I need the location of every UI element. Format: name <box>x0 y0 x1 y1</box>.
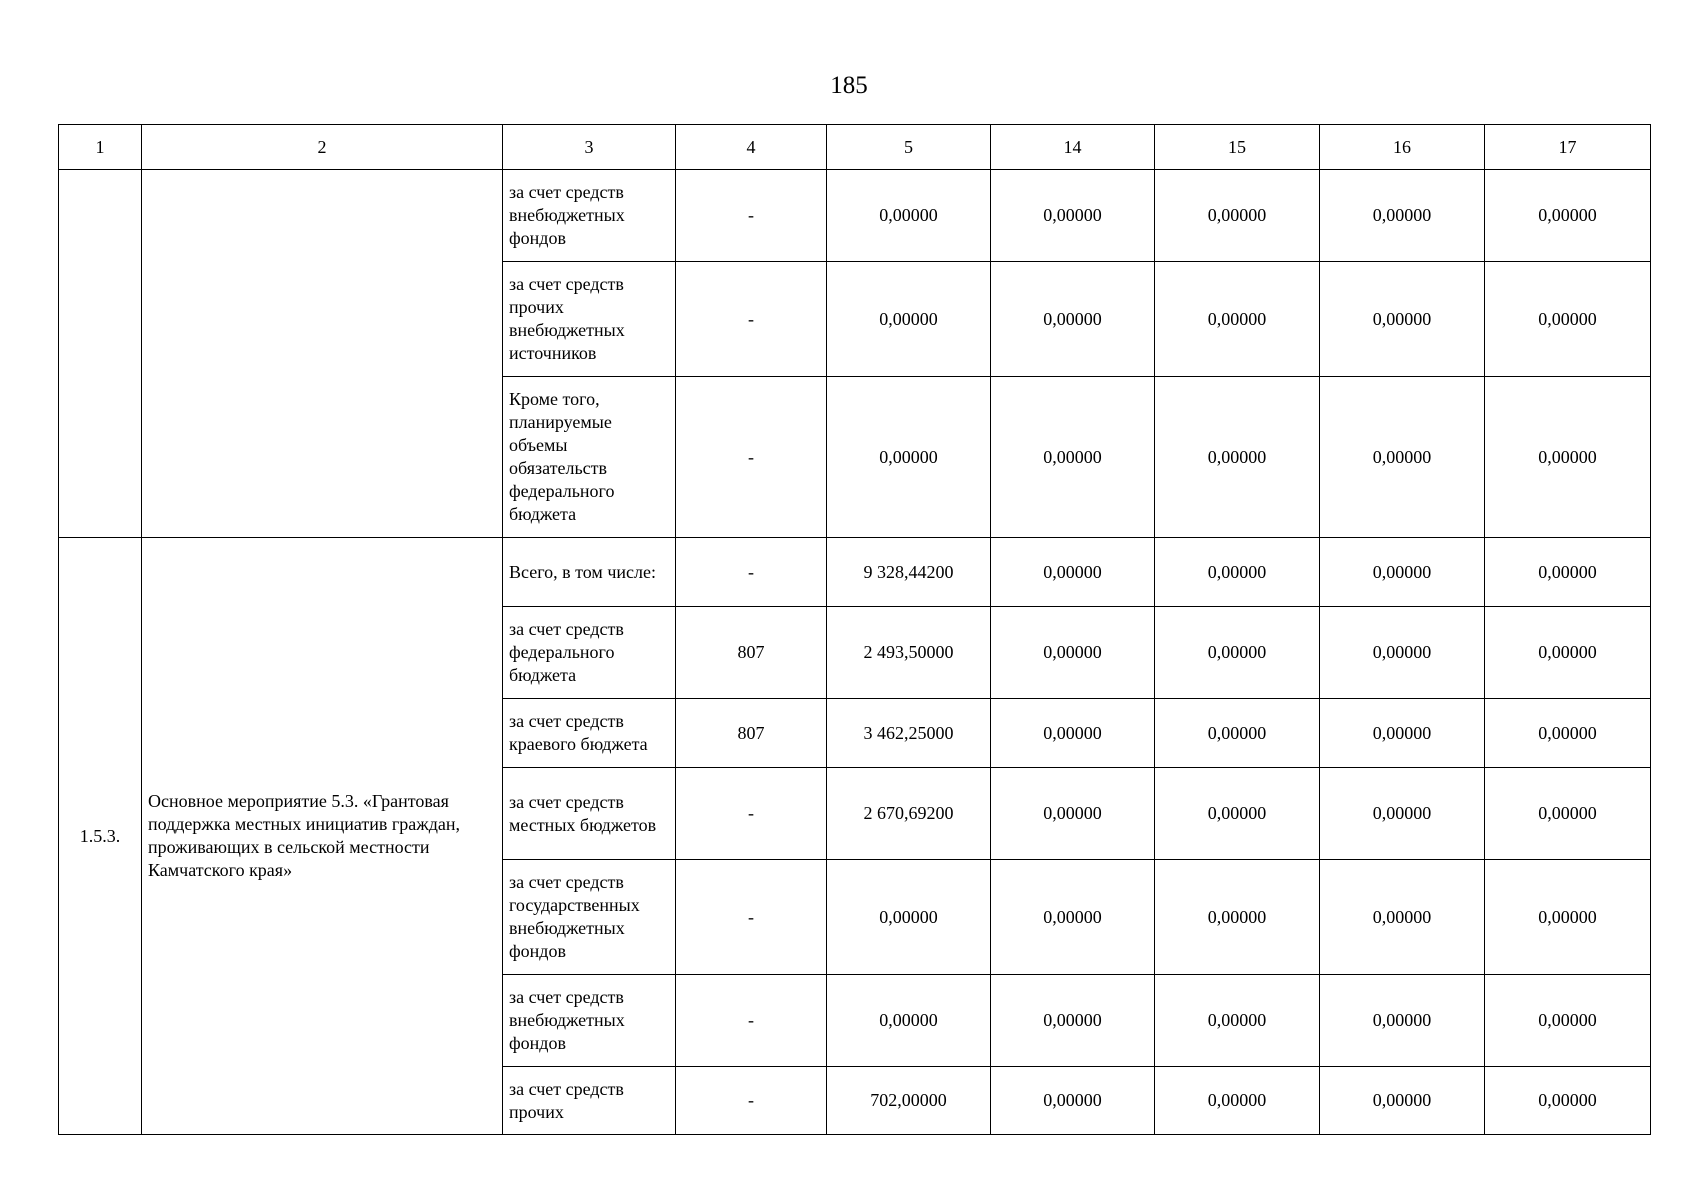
value-cell: 0,00000 <box>991 975 1155 1067</box>
header-cell: 3 <box>503 125 676 170</box>
header-row <box>59 125 1651 170</box>
value-cell: 0,00000 <box>991 768 1155 860</box>
table-row <box>59 170 1651 262</box>
header-cell: 16 <box>1320 125 1485 170</box>
value-cell: 0,00000 <box>1485 699 1651 768</box>
source-cell: за счет средств внебюджетных фондов <box>503 975 676 1067</box>
value-cell: 0,00000 <box>1155 1067 1320 1135</box>
empty-number-cell <box>59 170 142 538</box>
value-cell: 0,00000 <box>827 170 991 262</box>
source-cell: за счет средств внебюджетных фондов <box>503 170 676 262</box>
value-cell: 0,00000 <box>1485 607 1651 699</box>
header-cell: 4 <box>676 125 827 170</box>
value-cell: 0,00000 <box>1320 768 1485 860</box>
value-cell: 0,00000 <box>991 1067 1155 1135</box>
value-cell: 0,00000 <box>991 170 1155 262</box>
code-cell: - <box>676 768 827 860</box>
value-cell: 0,00000 <box>1155 768 1320 860</box>
value-cell: 0,00000 <box>1155 975 1320 1067</box>
value-cell: 9 328,44200 <box>827 538 991 607</box>
source-cell: за счет средств прочих внебюджетных источников <box>503 262 676 377</box>
value-cell: 0,00000 <box>1485 860 1651 975</box>
value-cell: 0,00000 <box>1320 1067 1485 1135</box>
value-cell: 0,00000 <box>1320 170 1485 262</box>
value-cell: 0,00000 <box>991 262 1155 377</box>
header-cell: 2 <box>142 125 503 170</box>
code-cell: 807 <box>676 699 827 768</box>
value-cell: 0,00000 <box>1320 699 1485 768</box>
code-cell: - <box>676 975 827 1067</box>
value-cell: 0,00000 <box>991 860 1155 975</box>
header-cell: 17 <box>1485 125 1651 170</box>
value-cell: 0,00000 <box>1485 538 1651 607</box>
value-cell: 0,00000 <box>827 975 991 1067</box>
source-cell: за счет средств прочих <box>503 1067 676 1135</box>
value-cell: 0,00000 <box>1320 262 1485 377</box>
value-cell: 0,00000 <box>1155 699 1320 768</box>
code-cell: - <box>676 1067 827 1135</box>
value-cell: 2 670,69200 <box>827 768 991 860</box>
value-cell: 0,00000 <box>1155 860 1320 975</box>
value-cell: 0,00000 <box>1485 377 1651 538</box>
code-cell: - <box>676 860 827 975</box>
value-cell: 0,00000 <box>1320 860 1485 975</box>
header-cell: 14 <box>991 125 1155 170</box>
value-cell: 0,00000 <box>1155 538 1320 607</box>
code-cell: - <box>676 170 827 262</box>
value-cell: 0,00000 <box>991 377 1155 538</box>
page-number: 185 <box>830 72 868 99</box>
budget-table <box>58 124 1651 1135</box>
source-cell: за счет средств краевого бюджета <box>503 699 676 768</box>
value-cell: 3 462,25000 <box>827 699 991 768</box>
code-cell: - <box>676 262 827 377</box>
value-cell: 0,00000 <box>991 699 1155 768</box>
value-cell: 0,00000 <box>1485 262 1651 377</box>
value-cell: 0,00000 <box>827 262 991 377</box>
measure-name-cell: Основное мероприятие 5.3. «Грантовая поддержка местных инициатив граждан, проживающих в сельской местности Камчатского края» <box>142 538 503 1135</box>
source-cell: за счет средств местных бюджетов <box>503 768 676 860</box>
value-cell: 0,00000 <box>827 860 991 975</box>
header-cell: 5 <box>827 125 991 170</box>
code-cell: 807 <box>676 607 827 699</box>
value-cell: 0,00000 <box>1320 377 1485 538</box>
value-cell: 0,00000 <box>827 377 991 538</box>
code-cell: - <box>676 538 827 607</box>
source-cell: за счет средств федерального бюджета <box>503 607 676 699</box>
value-cell: 0,00000 <box>1320 538 1485 607</box>
row-number-cell: 1.5.3. <box>59 538 142 1135</box>
value-cell: 0,00000 <box>1155 262 1320 377</box>
value-cell: 0,00000 <box>1485 768 1651 860</box>
header-cell: 15 <box>1155 125 1320 170</box>
value-cell: 0,00000 <box>1320 975 1485 1067</box>
value-cell: 0,00000 <box>1485 1067 1651 1135</box>
value-cell: 2 493,50000 <box>827 607 991 699</box>
value-cell: 0,00000 <box>1485 975 1651 1067</box>
value-cell: 0,00000 <box>1155 607 1320 699</box>
value-cell: 0,00000 <box>1485 170 1651 262</box>
header-cell: 1 <box>59 125 142 170</box>
value-cell: 0,00000 <box>1320 607 1485 699</box>
value-cell: 0,00000 <box>991 607 1155 699</box>
table-row <box>59 538 1651 607</box>
source-cell: Всего, в том числе: <box>503 538 676 607</box>
value-cell: 0,00000 <box>991 538 1155 607</box>
code-cell: - <box>676 377 827 538</box>
source-cell: за счет средств государственных внебюджетных фондов <box>503 860 676 975</box>
value-cell: 702,00000 <box>827 1067 991 1135</box>
value-cell: 0,00000 <box>1155 377 1320 538</box>
empty-name-cell <box>142 170 503 538</box>
source-cell: Кроме того, планируемые объемы обязательств федерального бюджета <box>503 377 676 538</box>
value-cell: 0,00000 <box>1155 170 1320 262</box>
